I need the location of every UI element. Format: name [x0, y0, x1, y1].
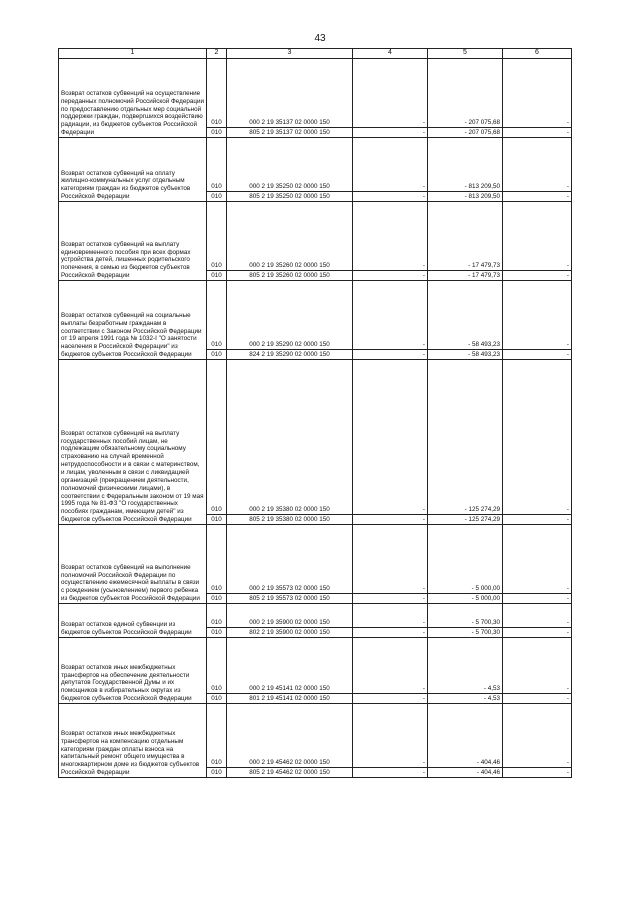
row-description: Возврат остатков субвенций на оплату жилищно-коммунальных услуг отдельным категориям граждан из бюджетов субъектов Российской Федерации [61, 169, 191, 201]
row-code: 010 [207, 515, 227, 525]
table-row [59, 59, 572, 128]
row-description-cell [59, 59, 207, 138]
column-6-value: - [503, 360, 572, 515]
column-header: 2 [207, 49, 227, 59]
column-6-value: - [503, 594, 572, 604]
row-description: Возврат остатков единой субвенции из бюджетов субъектов Российской Федерации [61, 621, 192, 637]
column-4-value: - [353, 604, 428, 628]
column-header: 4 [353, 49, 428, 59]
column-5-value: - 125 274,29 [428, 360, 503, 515]
column-header: 6 [503, 49, 572, 59]
row-code: 010 [207, 525, 227, 594]
column-5-value: - 17 479,73 [428, 202, 503, 271]
budget-code: 805 2 19 35260 02 0000 150 [227, 271, 353, 281]
budget-code: 000 2 19 35137 02 0000 150 [227, 59, 353, 128]
row-description-cell [59, 638, 207, 704]
column-5-value: - 404,46 [428, 704, 503, 768]
budget-code: 801 2 19 45141 02 0000 150 [227, 694, 353, 704]
budget-code: 000 2 19 35573 02 0000 150 [227, 525, 353, 594]
column-4-value: - [353, 515, 428, 525]
column-6-value: - [503, 525, 572, 594]
row-code: 010 [207, 604, 227, 628]
row-description-cell [59, 202, 207, 281]
column-4-value: - [353, 628, 428, 638]
table-row [59, 638, 572, 694]
column-4-value: - [353, 202, 428, 271]
row-description: Возврат остатков субвенций на выплату единовременного пособия при всех формах устройства детей, лишенных родительского попечения, в семью из бюджетов субъектов Российской Федерации [61, 240, 191, 280]
budget-code: 000 2 19 35290 02 0000 150 [227, 281, 353, 350]
column-6-value: - [503, 694, 572, 704]
row-description: Возврат остатков субвенций на социальные выплаты безработным гражданам в соответствии с Законом Российской Федерации от 19 апреля 1991 года № 1032-I "О занятости населения в Российской Федерации" из бюджетов субъектов Российской Федерации [61, 311, 202, 359]
row-code: 010 [207, 271, 227, 281]
row-code: 010 [207, 694, 227, 704]
row-code: 010 [207, 594, 227, 604]
row-description: Возврат остатков субвенций на выполнение полномочий Российской Федерации по осуществлению ежемесячной выплаты в связи с рождением (усыновлением) первого ребенка из бюджетов субъектов Российской Федерации [61, 563, 200, 603]
column-5-value: - 5 000,00 [428, 525, 503, 594]
row-description: Возврат остатков субвенций на выплату государственных пособий лицам, не подлежащим обязательному социальному страхованию на случай временной нетрудоспособности и в связи с материнством, и лицам, уволенным в связи с ликвидацией организаций (прекращением деятельности, полномочий физическими лицами), в соответствии с Федеральным законом от 19 мая 1995 года № 81-ФЗ "О государственных пособиях гражданам, имеющим детей" из бюджетов субъектов Российской Федерации [61, 429, 204, 524]
budget-code: 000 2 19 35900 02 0000 150 [227, 604, 353, 628]
budget-code: 802 2 19 35900 02 0000 150 [227, 628, 353, 638]
column-6-value: - [503, 768, 572, 778]
column-4-value: - [353, 525, 428, 594]
column-5-value: - 125 274,29 [428, 515, 503, 525]
table-row [59, 360, 572, 515]
table-row [59, 281, 572, 350]
column-5-value: - 17 479,73 [428, 271, 503, 281]
column-6-value: - [503, 59, 572, 128]
column-5-value: - 5 000,00 [428, 594, 503, 604]
budget-code: 805 2 19 35137 02 0000 150 [227, 128, 353, 138]
row-description-cell [59, 138, 207, 202]
column-4-value: - [353, 350, 428, 360]
column-6-value: - [503, 515, 572, 525]
page-number: 43 [314, 33, 326, 44]
row-code: 010 [207, 59, 227, 128]
column-4-value: - [353, 694, 428, 704]
column-5-value: - 5 700,30 [428, 604, 503, 628]
column-4-value: - [353, 768, 428, 778]
column-4-value: - [353, 128, 428, 138]
column-header: 1 [59, 49, 207, 59]
table-row [59, 525, 572, 594]
row-code: 010 [207, 638, 227, 694]
budget-code: 805 2 19 35250 02 0000 150 [227, 192, 353, 202]
column-6-value: - [503, 350, 572, 360]
table-row [59, 138, 572, 192]
column-5-value: - 58 493,23 [428, 350, 503, 360]
column-4-value: - [353, 281, 428, 350]
column-6-value: - [503, 704, 572, 768]
column-6-value: - [503, 281, 572, 350]
row-description-cell [59, 525, 207, 604]
row-code: 010 [207, 281, 227, 350]
column-header: 5 [428, 49, 503, 59]
table-row [59, 704, 572, 768]
row-code: 010 [207, 360, 227, 515]
column-header-row [59, 49, 572, 59]
budget-code: 000 2 19 45462 02 0000 150 [227, 704, 353, 768]
column-6-value: - [503, 192, 572, 202]
column-5-value: - 4,53 [428, 638, 503, 694]
column-5-value: - 58 493,23 [428, 281, 503, 350]
row-code: 010 [207, 768, 227, 778]
column-6-value: - [503, 138, 572, 192]
budget-code: 805 2 19 35380 02 0000 150 [227, 515, 353, 525]
column-4-value: - [353, 360, 428, 515]
row-code: 010 [207, 350, 227, 360]
column-5-value: - 5 700,30 [428, 628, 503, 638]
column-6-value: - [503, 628, 572, 638]
budget-code: 000 2 19 35380 02 0000 150 [227, 360, 353, 515]
column-4-value: - [353, 138, 428, 192]
column-4-value: - [353, 638, 428, 694]
column-6-value: - [503, 202, 572, 271]
row-code: 010 [207, 128, 227, 138]
column-4-value: - [353, 704, 428, 768]
budget-code: 000 2 19 45141 02 0000 150 [227, 638, 353, 694]
row-description: Возврат остатков иных межбюджетных трансфертов на компенсацию отдельным категориям граждан оплаты взноса на капитальный ремонт общего имущества в многоквартирном доме из бюджетов субъектов Российской Федерации [61, 729, 200, 777]
column-4-value: - [353, 594, 428, 604]
column-6-value: - [503, 604, 572, 628]
column-5-value: - 813 209,50 [428, 192, 503, 202]
row-description: Возврат остатков субвенций на осуществление переданных полномочий Российской Федерации по предоставлению отдельных мер социальной поддержки граждан, подвергшихся воздействию радиации, из бюджетов субъектов Российской Федерации [61, 89, 204, 137]
column-5-value: - 404,46 [428, 768, 503, 778]
row-code: 010 [207, 704, 227, 768]
column-4-value: - [353, 192, 428, 202]
budget-table [58, 48, 572, 778]
column-6-value: - [503, 638, 572, 694]
row-code: 010 [207, 628, 227, 638]
table-row [59, 202, 572, 271]
column-5-value: - 207 075,68 [428, 59, 503, 128]
budget-code: 000 2 19 35250 02 0000 150 [227, 138, 353, 192]
column-6-value: - [503, 271, 572, 281]
column-6-value: - [503, 128, 572, 138]
row-code: 010 [207, 138, 227, 192]
budget-code: 805 2 19 35573 02 0000 150 [227, 594, 353, 604]
budget-code: 805 2 19 45462 02 0000 150 [227, 768, 353, 778]
column-5-value: - 813 209,50 [428, 138, 503, 192]
budget-code: 824 2 19 35290 02 0000 150 [227, 350, 353, 360]
column-5-value: - 4,53 [428, 694, 503, 704]
budget-code: 000 2 19 35260 02 0000 150 [227, 202, 353, 271]
column-5-value: - 207 075,68 [428, 128, 503, 138]
column-header: 3 [227, 49, 353, 59]
row-code: 010 [207, 192, 227, 202]
table-row [59, 604, 572, 628]
row-description-cell [59, 281, 207, 360]
column-4-value: - [353, 271, 428, 281]
row-description-cell [59, 704, 207, 778]
column-4-value: - [353, 59, 428, 128]
row-description: Возврат остатков иных межбюджетных трансфертов на обеспечение деятельности депутатов Государственной Думы и их помощников в избирательных округах из бюджетов субъектов Российской Федерации [61, 663, 192, 703]
row-description-cell [59, 604, 207, 638]
row-code: 010 [207, 202, 227, 271]
row-description-cell [59, 360, 207, 525]
